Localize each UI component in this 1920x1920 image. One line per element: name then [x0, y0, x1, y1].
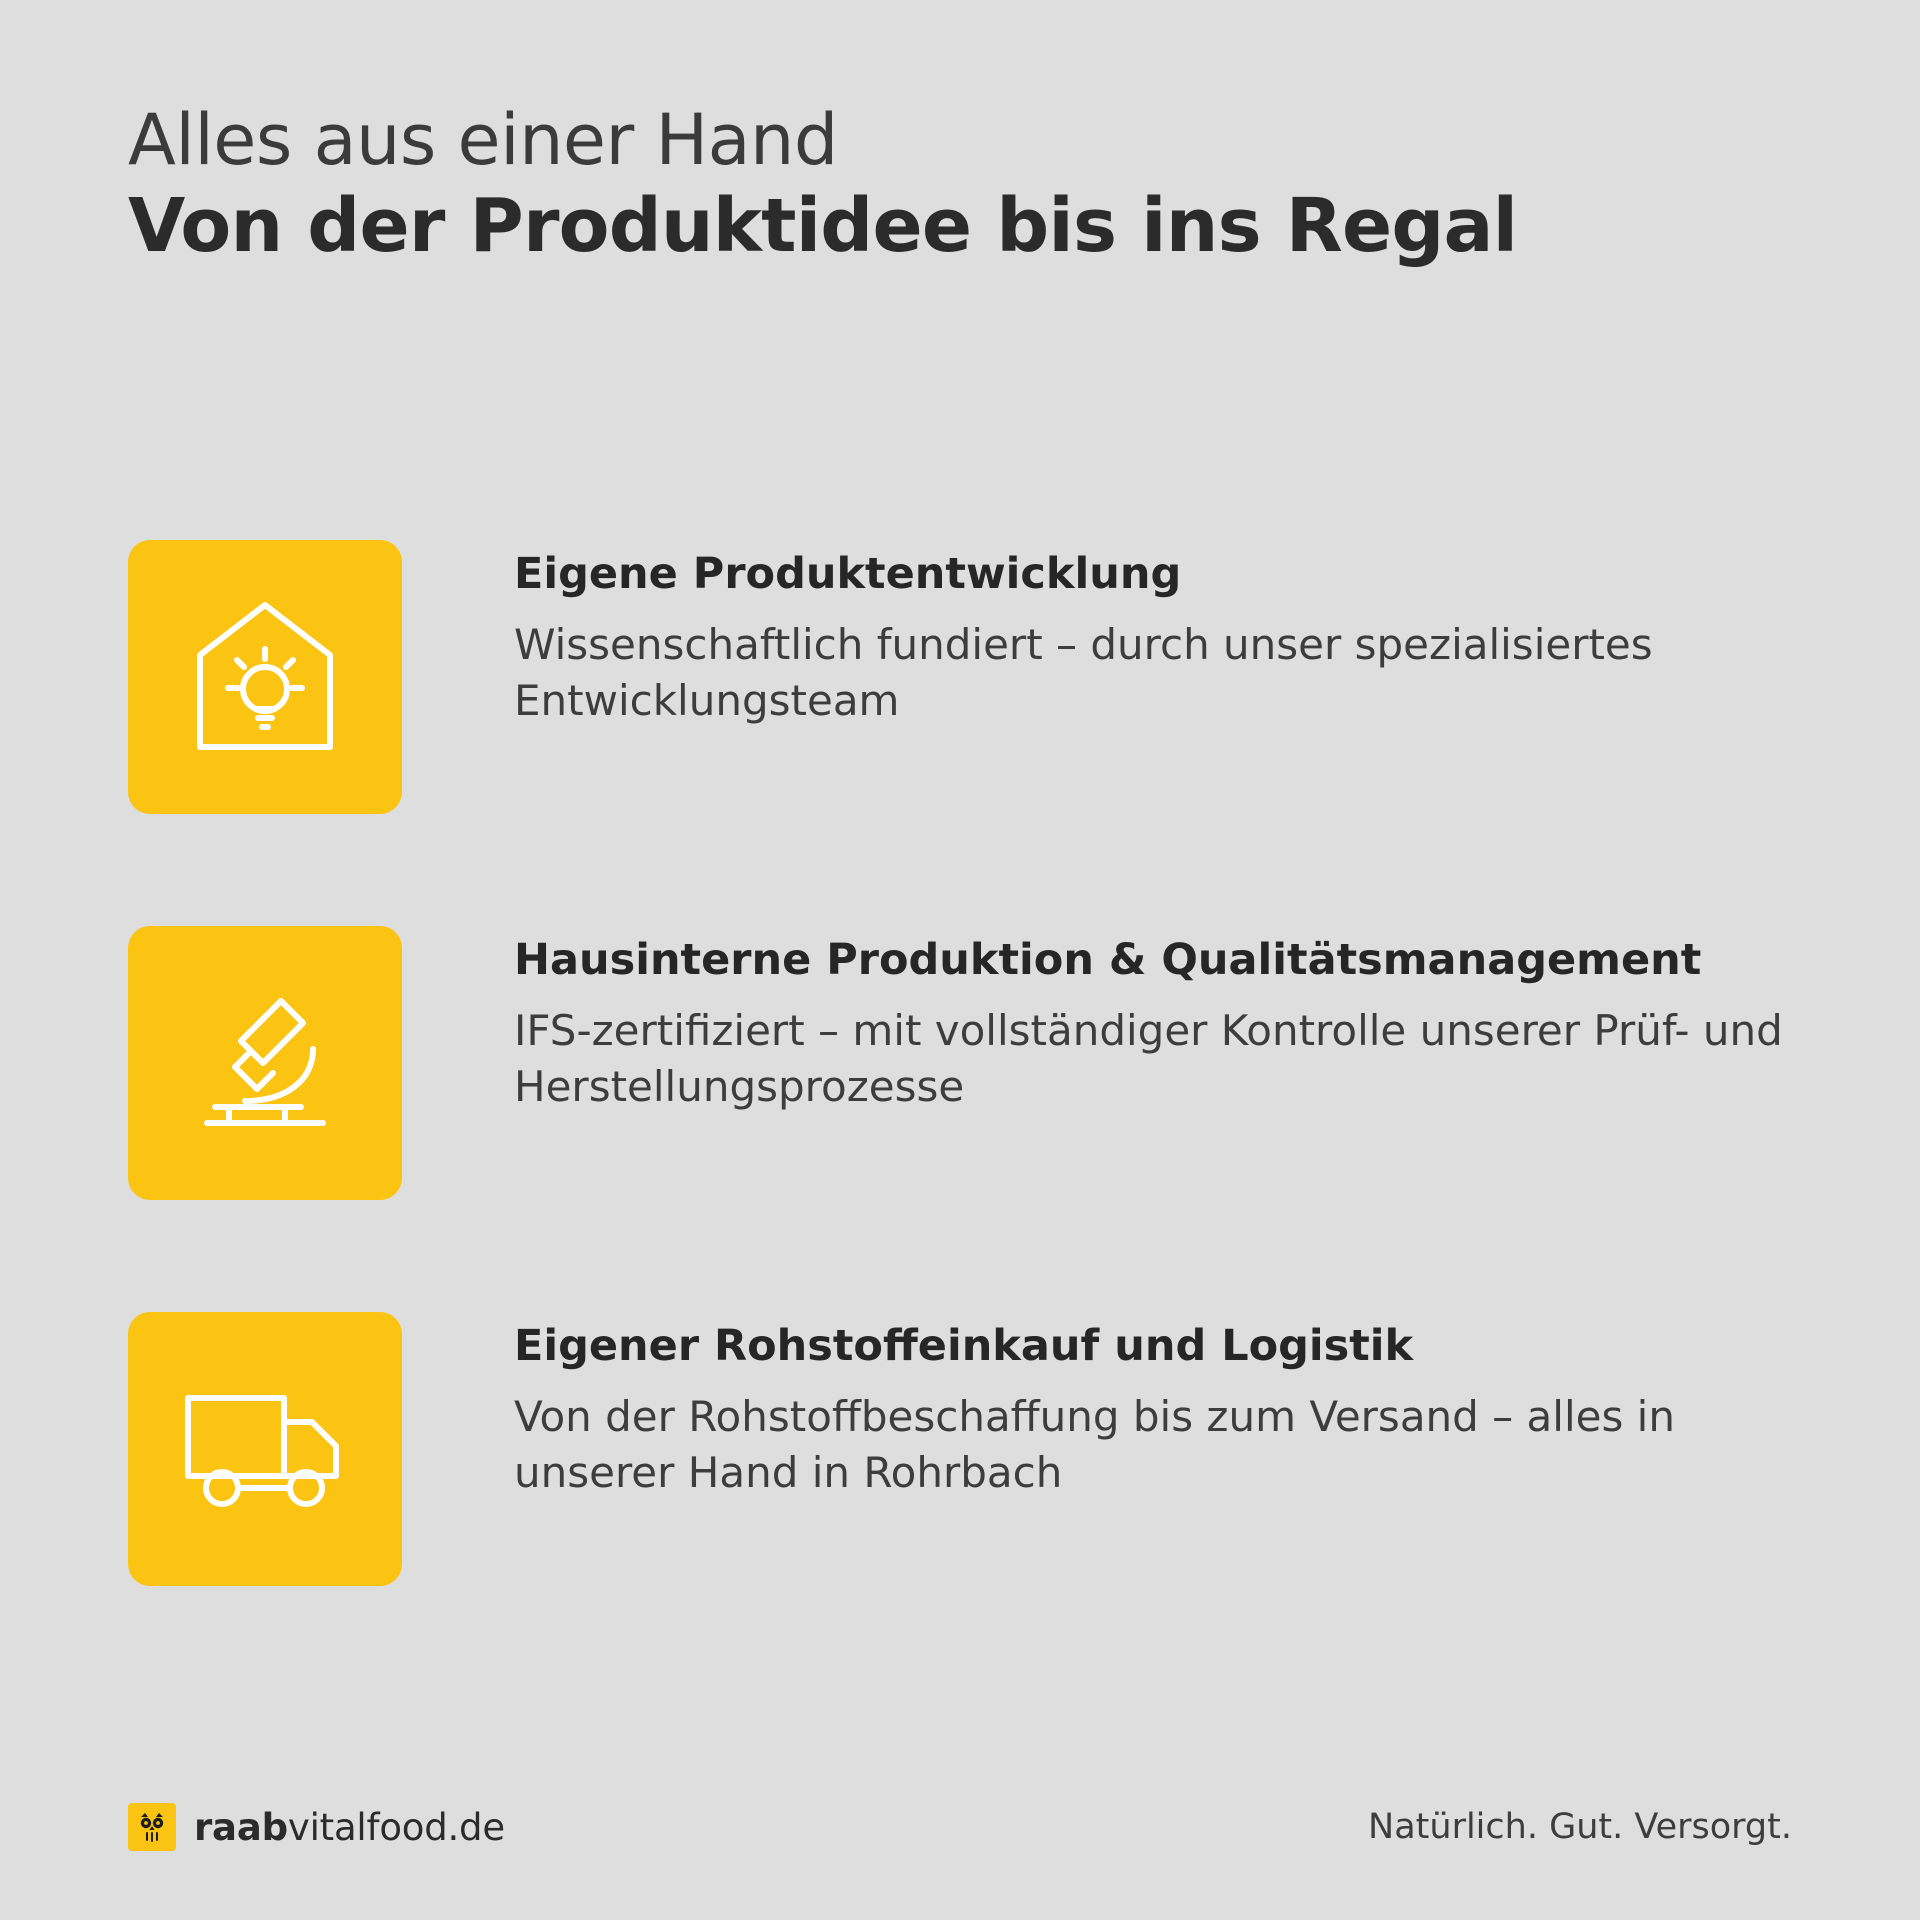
header [128, 99, 1828, 269]
brand-name-bold: raab [194, 1805, 288, 1849]
feature-description: Wissenschaftlich fundiert – durch unser spezialisiertes Entwicklungsteam [514, 620, 1653, 725]
feature-list [128, 540, 1828, 1586]
page-title: Von der Produktidee bis ins Regal [128, 182, 1518, 269]
feature-title: Hausinterne Produktion & Qualitätsmanagement [514, 935, 1702, 985]
brand-name-rest: vitalfood.de [287, 1805, 505, 1849]
brand-name [194, 1806, 505, 1849]
feature-title: Eigener Rohstoffeinkauf und Logistik [514, 1321, 1414, 1371]
feature-description: IFS-zertifiziert – mit vollständiger Kontrolle unserer Prüf- und Herstellungsprozesse [514, 1006, 1783, 1111]
feature-item [128, 926, 1828, 1200]
feature-title: Eigene Produktentwicklung [514, 549, 1182, 599]
delivery-truck-icon [180, 1384, 350, 1514]
footer-tagline: Natürlich. Gut. Versorgt. [1368, 1807, 1792, 1847]
feature-item [128, 540, 1828, 814]
header-eyebrow: Alles aus einer Hand [128, 99, 838, 181]
feature-icon-tile [128, 926, 402, 1200]
lightbulb-house-icon [190, 597, 340, 757]
brand-logo[interactable] [128, 1803, 505, 1851]
owl-logo-icon [128, 1803, 176, 1851]
feature-item [128, 1312, 1828, 1586]
feature-text [402, 926, 1828, 1114]
feature-text [402, 1312, 1828, 1500]
footer [0, 1792, 1920, 1862]
microscope-icon [185, 983, 345, 1143]
feature-text [402, 540, 1828, 728]
feature-icon-tile [128, 540, 402, 814]
feature-icon-tile [128, 1312, 402, 1586]
feature-description: Von der Rohstoffbeschaffung bis zum Versand – alles in unserer Hand in Rohrbach [514, 1392, 1675, 1497]
